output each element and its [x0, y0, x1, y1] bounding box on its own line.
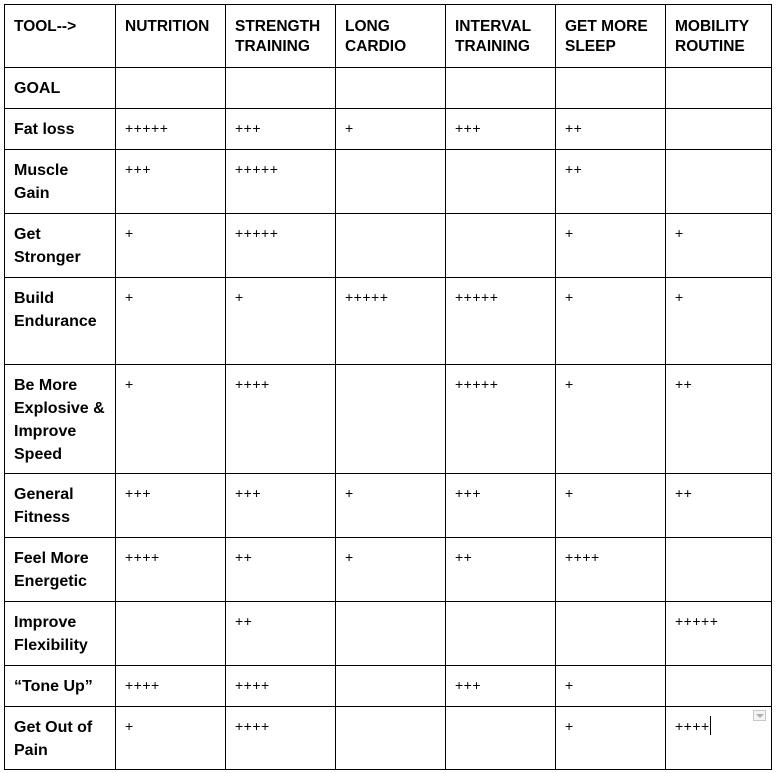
- tool-header[interactable]: LONG CARDIO: [336, 5, 446, 68]
- goal-cell[interactable]: Get Out of Pain: [5, 707, 116, 770]
- rating-cell[interactable]: [336, 602, 446, 666]
- rating-cell[interactable]: ++: [226, 602, 336, 666]
- rating-cell[interactable]: ++++: [226, 365, 336, 474]
- rating-cell-text: ++++: [675, 718, 710, 734]
- rating-cell[interactable]: +: [336, 538, 446, 602]
- rating-cell[interactable]: +++: [446, 666, 556, 707]
- rating-cell[interactable]: [446, 150, 556, 214]
- rating-cell[interactable]: ++++: [116, 538, 226, 602]
- rating-cell[interactable]: +: [336, 109, 446, 150]
- rating-cell[interactable]: +: [556, 214, 666, 278]
- goal-cell[interactable]: “Tone Up”: [5, 666, 116, 707]
- active-rating-cell[interactable]: [666, 707, 772, 770]
- rating-cell[interactable]: [666, 150, 772, 214]
- goal-cell[interactable]: Muscle Gain: [5, 150, 116, 214]
- empty-cell[interactable]: [226, 68, 336, 109]
- rating-cell[interactable]: +++++: [226, 150, 336, 214]
- table-row: [5, 602, 772, 666]
- empty-cell[interactable]: [446, 68, 556, 109]
- empty-cell[interactable]: [556, 68, 666, 109]
- rating-cell[interactable]: +++: [116, 474, 226, 538]
- goal-cell[interactable]: Improve Flexibility: [5, 602, 116, 666]
- rating-cell[interactable]: ++++: [556, 538, 666, 602]
- rating-cell[interactable]: +++: [226, 109, 336, 150]
- rating-cell[interactable]: +++: [226, 474, 336, 538]
- rating-cell[interactable]: +: [116, 365, 226, 474]
- rating-cell[interactable]: [336, 365, 446, 474]
- rating-cell[interactable]: +++++: [226, 214, 336, 278]
- rating-cell[interactable]: ++: [666, 474, 772, 538]
- table-row: [5, 666, 772, 707]
- tool-header[interactable]: STRENGTH TRAINING: [226, 5, 336, 68]
- tool-header[interactable]: NUTRITION: [116, 5, 226, 68]
- tool-header[interactable]: INTERVAL TRAINING: [446, 5, 556, 68]
- rating-cell[interactable]: [446, 602, 556, 666]
- table-row: [5, 278, 772, 365]
- header-row: [5, 5, 772, 68]
- rating-cell[interactable]: +: [116, 707, 226, 770]
- goal-label[interactable]: GOAL: [5, 68, 116, 109]
- goal-cell[interactable]: Build Endurance: [5, 278, 116, 365]
- rating-cell[interactable]: +: [666, 278, 772, 365]
- rating-cell[interactable]: ++++: [226, 707, 336, 770]
- rating-cell[interactable]: +++++: [666, 602, 772, 666]
- rating-cell[interactable]: [666, 666, 772, 707]
- rating-cell[interactable]: ++: [556, 150, 666, 214]
- rating-cell[interactable]: [446, 707, 556, 770]
- table-row: [5, 109, 772, 150]
- rating-cell[interactable]: +++++: [446, 278, 556, 365]
- rating-cell[interactable]: +: [556, 278, 666, 365]
- rating-cell[interactable]: +++: [116, 150, 226, 214]
- tool-header[interactable]: GET MORE SLEEP: [556, 5, 666, 68]
- rating-cell[interactable]: [666, 109, 772, 150]
- rating-cell[interactable]: [336, 666, 446, 707]
- rating-cell[interactable]: +++++: [446, 365, 556, 474]
- table-row: [5, 150, 772, 214]
- rating-cell[interactable]: ++: [666, 365, 772, 474]
- rating-cell[interactable]: ++: [446, 538, 556, 602]
- rating-cell[interactable]: [666, 538, 772, 602]
- text-cursor: [710, 716, 711, 735]
- goal-tool-table: [4, 4, 772, 770]
- rating-cell[interactable]: +++++: [336, 278, 446, 365]
- rating-cell[interactable]: ++: [556, 109, 666, 150]
- empty-cell[interactable]: [336, 68, 446, 109]
- table-row: [5, 474, 772, 538]
- goal-cell[interactable]: General Fitness: [5, 474, 116, 538]
- tool-header[interactable]: MOBILITY ROUTINE: [666, 5, 772, 68]
- table-row: [5, 538, 772, 602]
- rating-cell[interactable]: +: [556, 666, 666, 707]
- rating-cell[interactable]: +: [556, 365, 666, 474]
- rating-cell[interactable]: +++: [446, 474, 556, 538]
- rating-cell[interactable]: +: [336, 474, 446, 538]
- goal-cell[interactable]: Be More Explosive & Improve Speed: [5, 365, 116, 474]
- goal-cell[interactable]: Feel More Energetic: [5, 538, 116, 602]
- corner-label[interactable]: TOOL-->: [5, 5, 116, 68]
- rating-cell[interactable]: +: [666, 214, 772, 278]
- empty-cell[interactable]: [116, 68, 226, 109]
- rating-cell[interactable]: ++: [226, 538, 336, 602]
- rating-cell[interactable]: +: [556, 707, 666, 770]
- table-row: [5, 707, 772, 770]
- goal-cell[interactable]: Get Stronger: [5, 214, 116, 278]
- rating-cell[interactable]: +: [556, 474, 666, 538]
- rating-cell[interactable]: +++: [446, 109, 556, 150]
- rating-cell[interactable]: +: [116, 214, 226, 278]
- table-row: [5, 365, 772, 474]
- rating-cell[interactable]: [336, 214, 446, 278]
- empty-cell[interactable]: [666, 68, 772, 109]
- rating-cell[interactable]: [116, 602, 226, 666]
- rating-cell[interactable]: [336, 150, 446, 214]
- goal-cell[interactable]: Fat loss: [5, 109, 116, 150]
- rating-cell[interactable]: ++++: [116, 666, 226, 707]
- rating-cell[interactable]: [556, 602, 666, 666]
- cell-dropdown-icon[interactable]: [753, 710, 766, 721]
- table-row: [5, 214, 772, 278]
- rating-cell[interactable]: +: [226, 278, 336, 365]
- rating-cell[interactable]: +: [116, 278, 226, 365]
- rating-cell[interactable]: +++++: [116, 109, 226, 150]
- rating-cell[interactable]: [446, 214, 556, 278]
- rating-cell[interactable]: [336, 707, 446, 770]
- goal-label-row: [5, 68, 772, 109]
- rating-cell[interactable]: ++++: [226, 666, 336, 707]
